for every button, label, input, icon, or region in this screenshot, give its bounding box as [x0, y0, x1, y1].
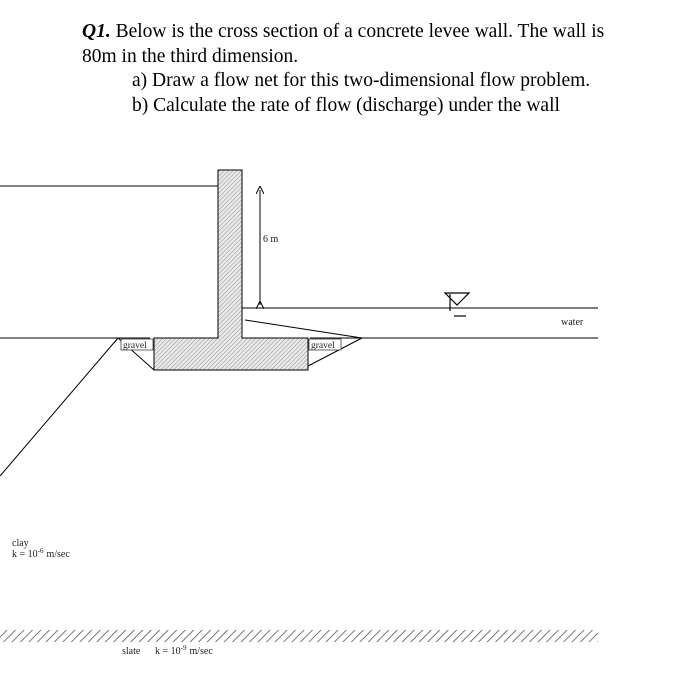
- question-part-a: a) Draw a flow net for this two-dimensional flow problem.: [132, 70, 591, 91]
- right-ground-lines: [242, 308, 598, 338]
- question-number: Q1.: [82, 21, 111, 42]
- slate-k-exponent: -9: [180, 644, 187, 652]
- water-level-symbol: [445, 293, 469, 316]
- question-part-b: b) Calculate the rate of flow (discharge) under the wall: [132, 94, 560, 116]
- clay-permeability: [12, 547, 70, 560]
- slate-k-base: k = 10: [155, 646, 181, 657]
- water-label: water: [561, 317, 584, 328]
- clay-k-base: k = 10: [12, 549, 38, 560]
- dimension-label: 6 m: [263, 234, 279, 245]
- concrete-levee-wall: [154, 170, 308, 370]
- clay-k-exponent: -6: [37, 547, 44, 555]
- clay-slope-line: [0, 338, 118, 476]
- gravel-right-label: gravel: [311, 341, 335, 351]
- left-ground-lines: [0, 186, 218, 338]
- slate-layer: [0, 630, 598, 642]
- slate-label: slate: [122, 646, 141, 657]
- gravel-left-label: gravel: [123, 341, 147, 351]
- clay-label: clay: [12, 538, 29, 549]
- question-intro-text: Below is the cross section of a concrete levee wall. The wall is 80m in the third dimension.: [82, 21, 605, 67]
- clay-k-unit: m/sec: [46, 549, 70, 560]
- slate-k-unit: m/sec: [189, 646, 213, 657]
